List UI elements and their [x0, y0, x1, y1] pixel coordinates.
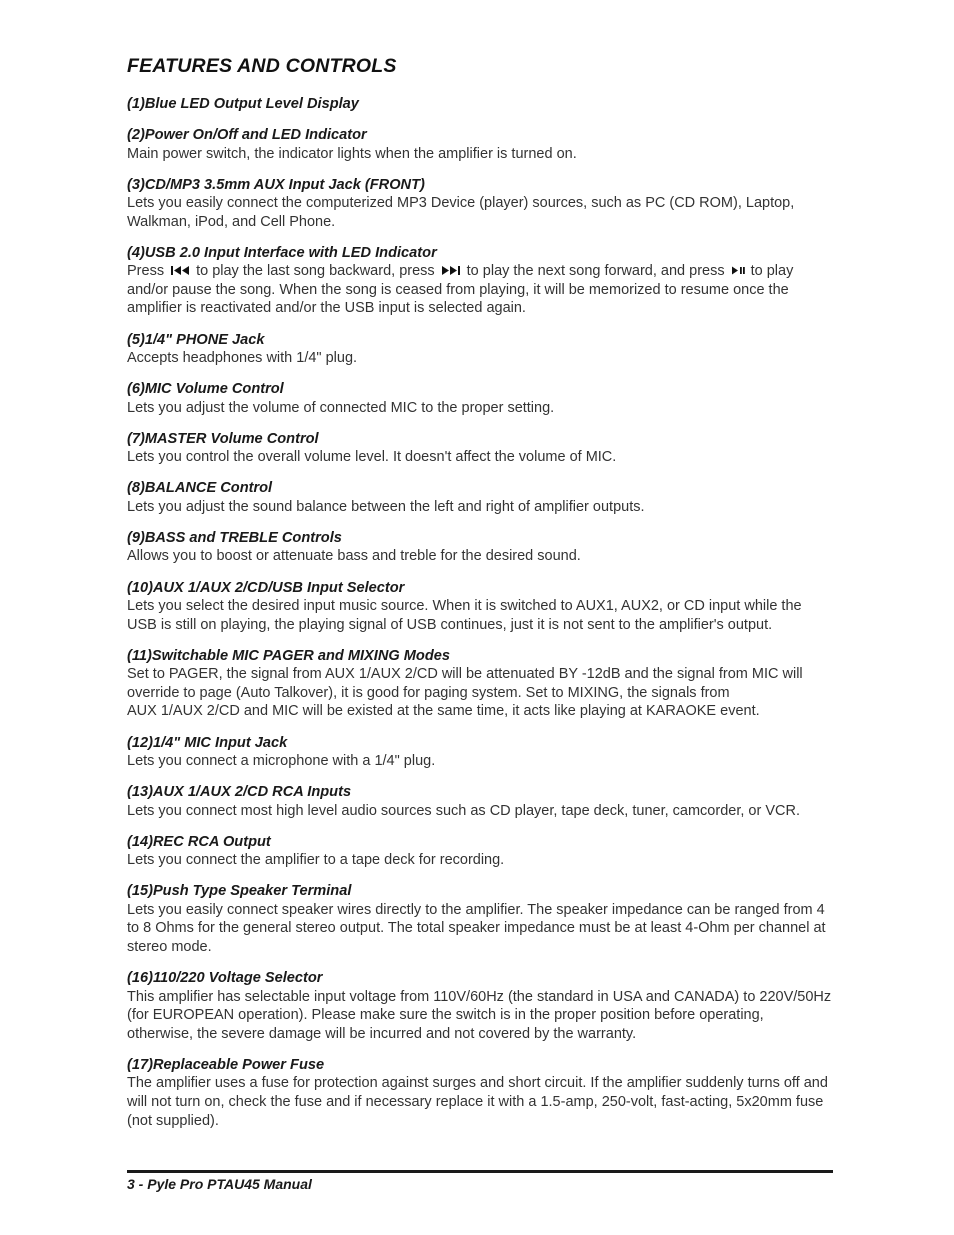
section-body: Lets you adjust the sound balance between the left and right of amplifier outputs.: [127, 498, 645, 515]
section-heading: (2)Power On/Off and LED Indicator: [127, 127, 367, 143]
body-line: AUX 1/AUX 2/CD and MIC will be existed at the same time, it acts like playing at KARAOKE event.: [127, 703, 760, 720]
section-11: [127, 647, 833, 721]
section-13: [127, 783, 833, 820]
section-heading: (6)MIC Volume Control: [127, 381, 284, 398]
body-text: to play the last song backward, press: [196, 263, 435, 280]
body-text: Press: [127, 263, 165, 280]
section-body: Lets you connect the amplifier to a tape deck for recording.: [127, 852, 505, 869]
section-body: Lets you easily connect the computerized MP3 Device (player) sources, such as PC (CD ROM), Laptop, Walkman, iPod, and Cell Phone.: [127, 195, 795, 230]
section-body: Accepts headphones with 1/4" plug.: [127, 350, 358, 367]
section-heading: (8)BALANCE Control: [127, 480, 273, 497]
section-1: [127, 95, 833, 114]
footer-rule: [127, 1170, 833, 1173]
section-body: Lets you easily connect speaker wires directly to the amplifier. The speaker impedance can be ranged from 4 to 8 Ohms for the general stereo output. The total speaker impedance must be at least 4-Ohm per channel at stereo mode.: [127, 901, 826, 955]
section-heading: (5)1/4" PHONE Jack: [127, 331, 265, 348]
section-heading: (1)Blue LED Output Level Display: [127, 96, 359, 112]
section-body: This amplifier has selectable input voltage from 110V/60Hz (the standard in USA and CANADA) to 220V/50Hz (for EUROPEAN operation). Please make sure the switch is in the proper position before operating, otherwise, the severe damage will be incurred and not covered by the warranty.: [127, 988, 832, 1042]
body-text: to play and/or pause the song. When the song is ceased from playing, it will be memorized to resume once the amplifier is reactivated and/or the USB input is selected again.: [127, 263, 794, 317]
next-track-icon: [440, 265, 462, 276]
section-6: [127, 380, 833, 417]
body-text: to play the next song forward, and press: [466, 263, 725, 280]
section-body: Main power switch, the indicator lights when the amplifier is turned on.: [127, 145, 577, 162]
section-body: [127, 665, 833, 721]
section-heading: (15)Push Type Speaker Terminal: [127, 883, 352, 900]
section-heading: (16)110/220 Voltage Selector: [127, 970, 323, 987]
page-title: FEATURES AND CONTROLS: [127, 55, 397, 77]
section-heading: (7)MASTER Volume Control: [127, 430, 319, 447]
section-heading: (17)Replaceable Power Fuse: [127, 1056, 325, 1073]
section-heading: (14)REC RCA Output: [127, 833, 271, 850]
section-15: [127, 882, 833, 956]
section-heading: (9)BASS and TREBLE Controls: [127, 529, 342, 546]
previous-track-icon: [169, 265, 191, 276]
section-7: [127, 430, 833, 467]
page-footer: 3 - Pyle Pro PTAU45 Manual: [127, 1176, 312, 1192]
section-heading: (12)1/4" MIC Input Jack: [127, 734, 288, 751]
section-body: [127, 262, 833, 318]
play-pause-icon: [730, 265, 746, 276]
section-3: [127, 176, 833, 232]
section-body: Lets you connect most high level audio sources such as CD player, tape deck, tuner, camcorder, or VCR.: [127, 802, 800, 819]
section-body: Lets you connect a microphone with a 1/4" plug.: [127, 753, 436, 769]
section-body: Allows you to boost or attenuate bass and treble for the desired sound.: [127, 548, 581, 565]
section-10: [127, 579, 833, 635]
section-heading: (11)Switchable MIC PAGER and MIXING Modes: [127, 647, 450, 664]
section-12: [127, 734, 833, 771]
section-2: [127, 126, 833, 163]
section-body: Lets you adjust the volume of connected MIC to the proper setting.: [127, 399, 555, 416]
section-heading: (13)AUX 1/AUX 2/CD RCA Inputs: [127, 784, 352, 801]
section-heading: (3)CD/MP3 3.5mm AUX Input Jack (FRONT): [127, 176, 425, 193]
section-heading: (4)USB 2.0 Input Interface with LED Indicator: [127, 244, 437, 261]
section-body: Lets you select the desired input music source. When it is switched to AUX1, AUX2, or CD input while the USB is still on playing, the playing signal of USB continues, just it is not sent to the amplifier's output.: [127, 598, 802, 633]
manual-page: [127, 52, 833, 1143]
section-14: [127, 833, 833, 870]
section-heading: (10)AUX 1/AUX 2/CD/USB Input Selector: [127, 579, 405, 596]
section-body: The amplifier uses a fuse for protection against surges and short circuit. If the amplifier suddenly turns off and will not turn on, check the fuse and if necessary replace it with a 1.5-amp, 250-volt, fast-acting, 5x20mm fuse (not supplied).: [127, 1075, 828, 1129]
section-8: [127, 479, 833, 516]
body-line: Set to PAGER, the signal from AUX 1/AUX 2/CD will be attenuated BY -12dB and the signal from MIC will override to page (Auto Talkover), it is good for paging system. Set to MIXING, the signals from: [127, 666, 803, 701]
section-4: [127, 244, 833, 318]
section-9: [127, 529, 833, 566]
section-17: [127, 1056, 833, 1130]
section-5: [127, 331, 833, 368]
section-16: [127, 969, 833, 1043]
section-body: Lets you control the overall volume level. It doesn't affect the volume of MIC.: [127, 449, 617, 466]
